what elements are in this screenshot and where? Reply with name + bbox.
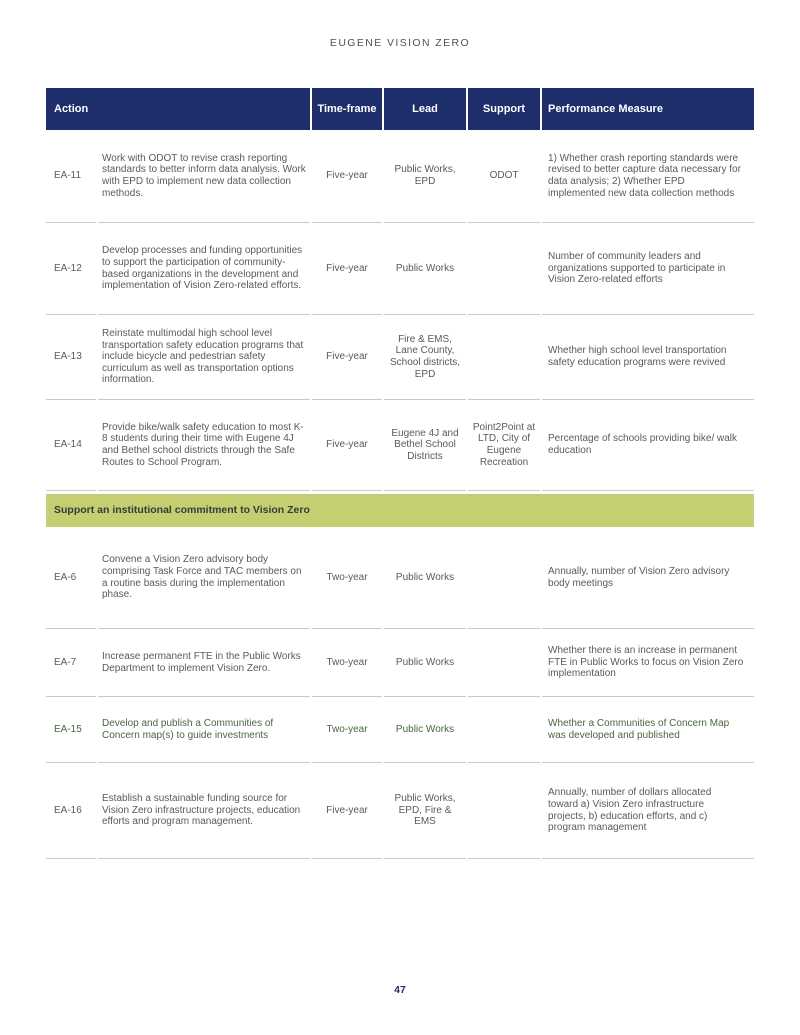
timeframe-cell: Five-year [312,763,382,859]
column-header-support: Support [468,88,540,130]
lead-cell: Public Works [384,223,466,315]
performance-measure-cell: Whether there is an increase in permanent FTE in Public Works to focus on Vision Zero implementation [542,629,754,697]
action-text: Develop and publish a Communities of Concern map(s) to guide investments [98,697,310,763]
support-cell: ODOT [468,130,540,223]
timeframe-cell: Five-year [312,223,382,315]
column-header-performance-measure: Performance Measure [542,88,754,130]
table-row [46,315,754,400]
timeframe-cell: Two-year [312,629,382,697]
lead-cell: Public Works, EPD, Fire & EMS [384,763,466,859]
action-id: EA-11 [46,130,96,223]
action-id: EA-7 [46,629,96,697]
table-row-highlighted [46,697,754,763]
action-id: EA-12 [46,223,96,315]
table-row [46,223,754,315]
action-text: Develop processes and funding opportunities to support the participation of community-based organizations in the development and implementation of Vision Zero-related efforts. [98,223,310,315]
table-row [46,763,754,859]
performance-measure-cell: Annually, number of dollars allocated toward a) Vision Zero infrastructure projects, b) education efforts, and c) program management [542,763,754,859]
action-id: EA-6 [46,527,96,629]
action-id: EA-14 [46,400,96,491]
column-header-action: Action [46,88,310,130]
action-id: EA-15 [46,697,96,763]
action-id: EA-13 [46,315,96,400]
support-cell [468,629,540,697]
support-cell [468,223,540,315]
support-cell [468,763,540,859]
support-cell [468,527,540,629]
timeframe-cell: Five-year [312,130,382,223]
action-text: Reinstate multimodal high school level transportation safety education programs that include bicycle and pedestrian safety curriculum as well as transportation options information. [98,315,310,400]
lead-cell: Public Works, EPD [384,130,466,223]
lead-cell: Fire & EMS, Lane County, School districts, EPD [384,315,466,400]
performance-measure-cell: Whether high school level transportation safety education programs were revived [542,315,754,400]
table-row [46,130,754,223]
column-header-lead: Lead [384,88,466,130]
table-row [46,400,754,491]
action-plan-table [44,88,756,859]
lead-cell: Public Works [384,527,466,629]
action-text: Work with ODOT to revise crash reporting standards to better inform data analysis. Work with EPD to implement new data collection methods. [98,130,310,223]
performance-measure-cell: Annually, number of Vision Zero advisory body meetings [542,527,754,629]
timeframe-cell: Two-year [312,697,382,763]
support-cell: Point2Point at LTD, City of Eugene Recreation [468,400,540,491]
performance-measure-cell: 1) Whether crash reporting standards were revised to better capture data necessary for data analysis; 2) Whether EPD implemented new data collection methods [542,130,754,223]
lead-cell: Public Works [384,629,466,697]
page-number: 47 [394,984,406,996]
timeframe-cell: Five-year [312,400,382,491]
lead-cell: Eugene 4J and Bethel School Districts [384,400,466,491]
section-header-row [46,491,754,527]
lead-cell: Public Works [384,697,466,763]
performance-measure-cell: Whether a Communities of Concern Map was developed and published [542,697,754,763]
timeframe-cell: Five-year [312,315,382,400]
table-row [46,527,754,629]
action-text: Provide bike/walk safety education to most K-8 students during their time with Eugene 4J and Bethel school districts through the Safe Routes to School Program. [98,400,310,491]
table-row [46,629,754,697]
support-cell [468,315,540,400]
timeframe-cell: Two-year [312,527,382,629]
support-cell [468,697,540,763]
section-header: Support an institutional commitment to Vision Zero [46,491,754,527]
action-id: EA-16 [46,763,96,859]
action-text: Convene a Vision Zero advisory body comprising Task Force and TAC members on a routine basis during the implementation phase. [98,527,310,629]
action-text: Establish a sustainable funding source for Vision Zero infrastructure projects, education efforts and program management. [98,763,310,859]
performance-measure-cell: Percentage of schools providing bike/ walk education [542,400,754,491]
action-text: Increase permanent FTE in the Public Works Department to implement Vision Zero. [98,629,310,697]
document-header-title: EUGENE VISION ZERO [329,37,471,49]
column-header-timeframe: Time-frame [312,88,382,130]
table-header-row [46,88,754,130]
performance-measure-cell: Number of community leaders and organizations supported to participate in Vision Zero-related efforts [542,223,754,315]
